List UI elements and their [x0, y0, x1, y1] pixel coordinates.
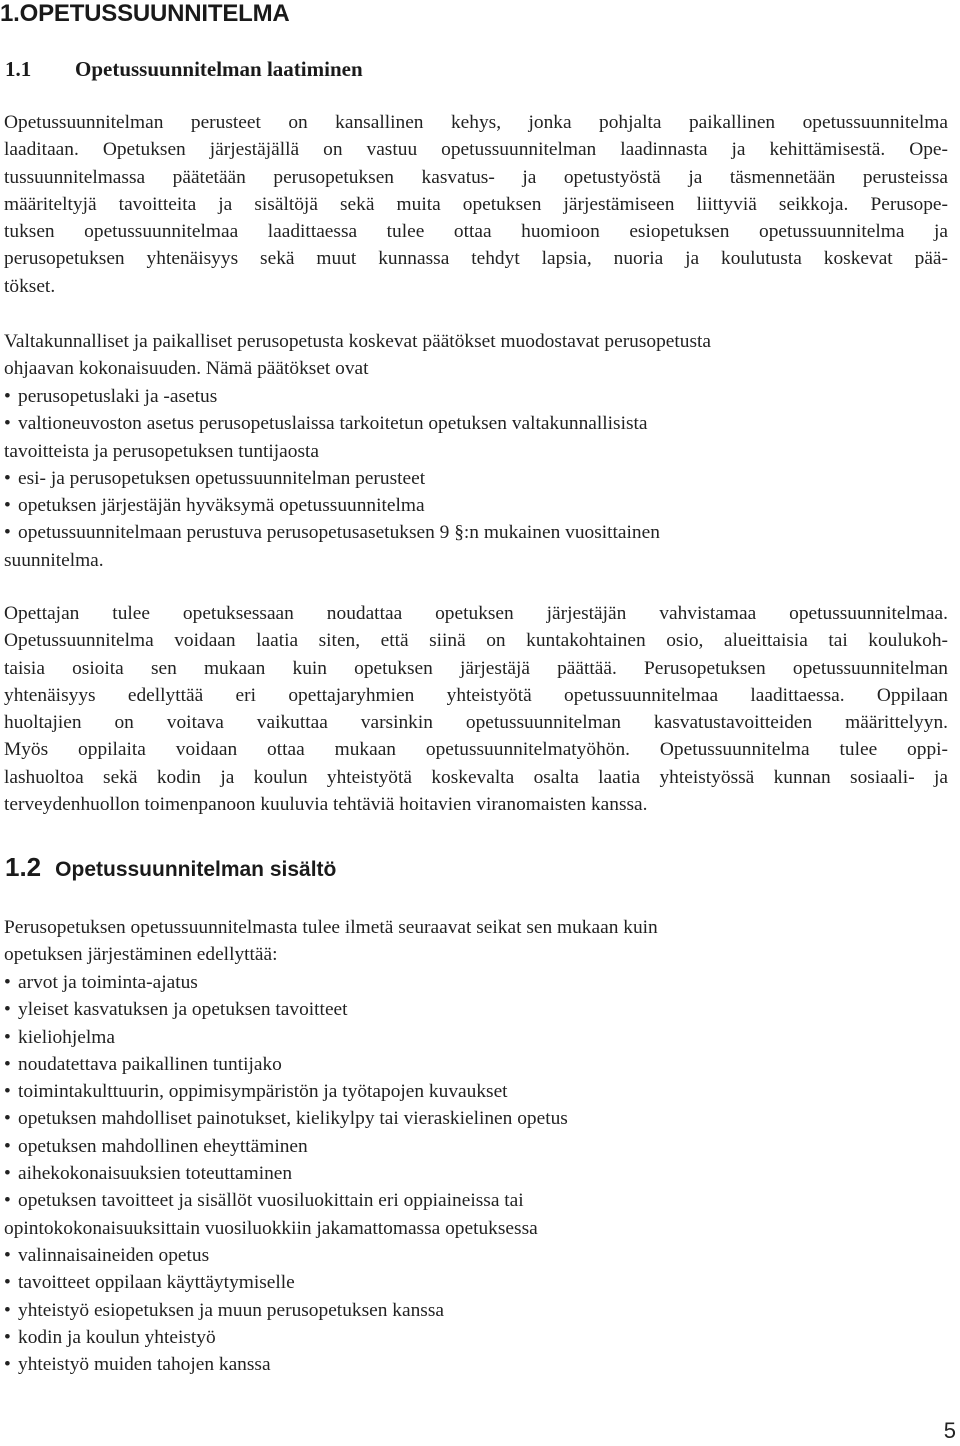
text-line: Opetussuunnitelma voidaan laatia siten, että siinä on kuntakohtainen osio, alueittaisia tai koulukoh- [4, 630, 948, 652]
bullet-icon: • [4, 1354, 11, 1376]
text-line: terveydenhuollon toimenpanoon kuuluvia tehtäviä hoitavien viranomaisten kanssa. [4, 794, 648, 816]
page-number: 5 [943, 1418, 956, 1443]
list-item-text: opetuksen mahdolliset painotukset, kielikylpy tai vieraskielinen opetus [18, 1108, 568, 1130]
text-line: huoltajien on voitava vaikuttaa varsinkin opetussuunnitelman kasvatustavoitteiden määrittelyyn. [4, 712, 948, 734]
bullet-icon: • [4, 522, 11, 544]
bullet-icon: • [4, 1326, 11, 1348]
text-line: opetuksen järjestäminen edellyttää: [4, 944, 278, 966]
list-item-text: kodin ja koulun yhteistyö [18, 1326, 216, 1348]
section-heading-1-1 [5, 55, 363, 83]
decisions-list [4, 383, 948, 574]
list-item-continuation [4, 547, 948, 574]
bullet-icon: • [4, 386, 11, 407]
bullet-icon: • [4, 1081, 11, 1103]
text-line: tuksen opetussuunnitelmaa laadittaessa tulee ottaa huomioon esiopetuksen opetussuunnitelma ja [4, 221, 948, 243]
bullet-icon: • [4, 1163, 11, 1185]
section-title: Opetussuunnitelman sisältö [55, 858, 337, 881]
bullet-icon: • [4, 1190, 11, 1212]
list-item [4, 1324, 948, 1351]
paragraph-3 [4, 600, 948, 818]
list-item [4, 492, 948, 519]
bullet-icon: • [4, 972, 11, 993]
text-line: Perusopetuksen opetussuunnitelmasta tulee ilmetä seuraavat seikat sen mukaan kuin [4, 917, 658, 938]
paragraph-4 [4, 914, 948, 969]
list-item-text: kieliohjelma [18, 1026, 115, 1048]
text-line: Myös oppilaita voidaan ottaa mukaan opetussuunnitelmatyöhön. Opetussuunnitelma tulee oppi- [4, 739, 948, 761]
text-line: yhtenäisyys edellyttää eri opettajaryhmien yhteistyötä opetussuunnitelmaa laadittaessa. Oppilaan [4, 684, 948, 706]
chapter-heading: 1.OPETUSSUUNNITELMA [0, 0, 290, 27]
bullet-icon: • [4, 1299, 11, 1321]
list-item [4, 1024, 948, 1051]
list-item-text: aihekokonaisuuksien toteuttaminen [18, 1163, 293, 1185]
list-item-text: opetussuunnitelmaan perustuva perusopetusasetuksen 9 §:n mukainen vuosittainen [18, 522, 660, 544]
text-line: taisia osioita sen mukaan kuin opetuksen järjestäjä päättää. Perusopetuksen opetussuunnitelman [4, 657, 948, 679]
list-item-continuation [4, 438, 948, 465]
bullet-icon: • [4, 467, 11, 489]
text-line: Opetussuunnitelman perusteet on kansallinen kehys, jonka pohjalta paikallinen opetussuunnitelma [4, 112, 948, 133]
list-item [4, 465, 948, 492]
bullet-icon: • [4, 1244, 11, 1266]
paragraph-2 [4, 328, 948, 383]
list-item-text: tavoitteet oppilaan käyttäytymiselle [18, 1272, 295, 1294]
list-item-text: tavoitteista ja perusopetuksen tuntijaosta [4, 440, 320, 462]
section-number: 1.2 [5, 852, 42, 882]
list-item [4, 410, 948, 437]
list-item [4, 1133, 948, 1160]
list-item-text: toimintakulttuurin, oppimisympäristön ja työtapojen kuvaukset [18, 1081, 508, 1103]
section-number: 1.1 [5, 57, 32, 81]
list-item-text: suunnitelma. [4, 549, 104, 571]
text-line: tökset. [4, 275, 56, 297]
text-line: Opettajan tulee opetuksessaan noudattaa opetuksen järjestäjän vahvistamaa opetussuunnitelmaa. [4, 603, 948, 624]
bullet-icon: • [4, 999, 11, 1021]
list-item-text: yhteistyö esiopetuksen ja muun perusopetuksen kanssa [18, 1299, 444, 1321]
list-item [4, 1105, 948, 1132]
bullet-icon: • [4, 1108, 11, 1130]
paragraph-1 [4, 109, 948, 300]
list-item-text: opetuksen tavoitteet ja sisällöt vuosiluokittain eri oppiaineissa tai [18, 1190, 524, 1212]
list-item [4, 1269, 948, 1296]
list-item [4, 519, 948, 546]
list-item-text: arvot ja toiminta-ajatus [18, 972, 198, 993]
list-item-continuation [4, 1215, 948, 1242]
list-item [4, 383, 948, 410]
section-title: Opetussuunnitelman laatiminen [75, 57, 363, 81]
list-item [4, 1160, 948, 1187]
list-item-text: valtioneuvoston asetus perusopetuslaissa tarkoitetun opetuksen valtakunnallisista [18, 413, 648, 435]
section-heading-1-2 [5, 850, 336, 887]
list-item [4, 1351, 948, 1378]
list-item [4, 1297, 948, 1324]
text-line: perusopetuksen yhtenäisyys sekä muut kunnassa tehdyt lapsia, nuoria ja koulutusta koskevat pää- [4, 248, 948, 270]
list-item [4, 1078, 948, 1105]
list-item [4, 996, 948, 1023]
text-line: Valtakunnalliset ja paikalliset perusopetusta koskevat päätökset muodostavat perusopetusta [4, 331, 712, 352]
list-item-text: opetuksen järjestäjän hyväksymä opetussuunnitelma [18, 495, 425, 517]
list-item-text: perusopetuslaki ja -asetus [18, 386, 218, 407]
bullet-icon: • [4, 1272, 11, 1294]
text-line: laaditaan. Opetuksen järjestäjällä on vastuu opetussuunnitelman laadinnasta ja kehittämisestä. Ope- [4, 139, 948, 161]
list-item [4, 1051, 948, 1078]
bullet-icon: • [4, 1053, 11, 1075]
list-item-text: yleiset kasvatuksen ja opetuksen tavoitteet [18, 999, 348, 1021]
list-item-text: esi- ja perusopetuksen opetussuunnitelman perusteet [18, 467, 426, 489]
bullet-icon: • [4, 413, 11, 435]
bullet-icon: • [4, 495, 11, 517]
contents-list [4, 969, 948, 1378]
bullet-icon: • [4, 1026, 11, 1048]
list-item [4, 969, 948, 996]
text-line: ohjaavan kokonaisuuden. Nämä päätökset ovat [4, 358, 369, 380]
text-line: tussuunnitelmassa päätetään perusopetuksen kasvatus- ja opetustyöstä ja täsmennetään perusteissa [4, 166, 948, 188]
list-item-text: noudatettava paikallinen tuntijako [18, 1053, 282, 1075]
text-line: määriteltyjä tavoitteita ja sisältöjä sekä muita opetuksen järjestämiseen liittyviä seikkoja. Perusope- [4, 193, 948, 215]
list-item-text: opetuksen mahdollinen eheyttäminen [18, 1135, 308, 1157]
list-item-text: valinnaisaineiden opetus [18, 1244, 210, 1266]
bullet-icon: • [4, 1135, 11, 1157]
list-item-text: opintokokonaisuuksittain vuosiluokkiin jakamattomassa opetuksessa [4, 1217, 538, 1239]
list-item-text: yhteistyö muiden tahojen kanssa [18, 1354, 271, 1376]
text-line: lashuoltoa sekä kodin ja koulun yhteistyötä koskevalta osalta laatia yhteistyössä kunnan sosiaali- ja [4, 766, 948, 788]
list-item [4, 1187, 948, 1214]
list-item [4, 1242, 948, 1269]
